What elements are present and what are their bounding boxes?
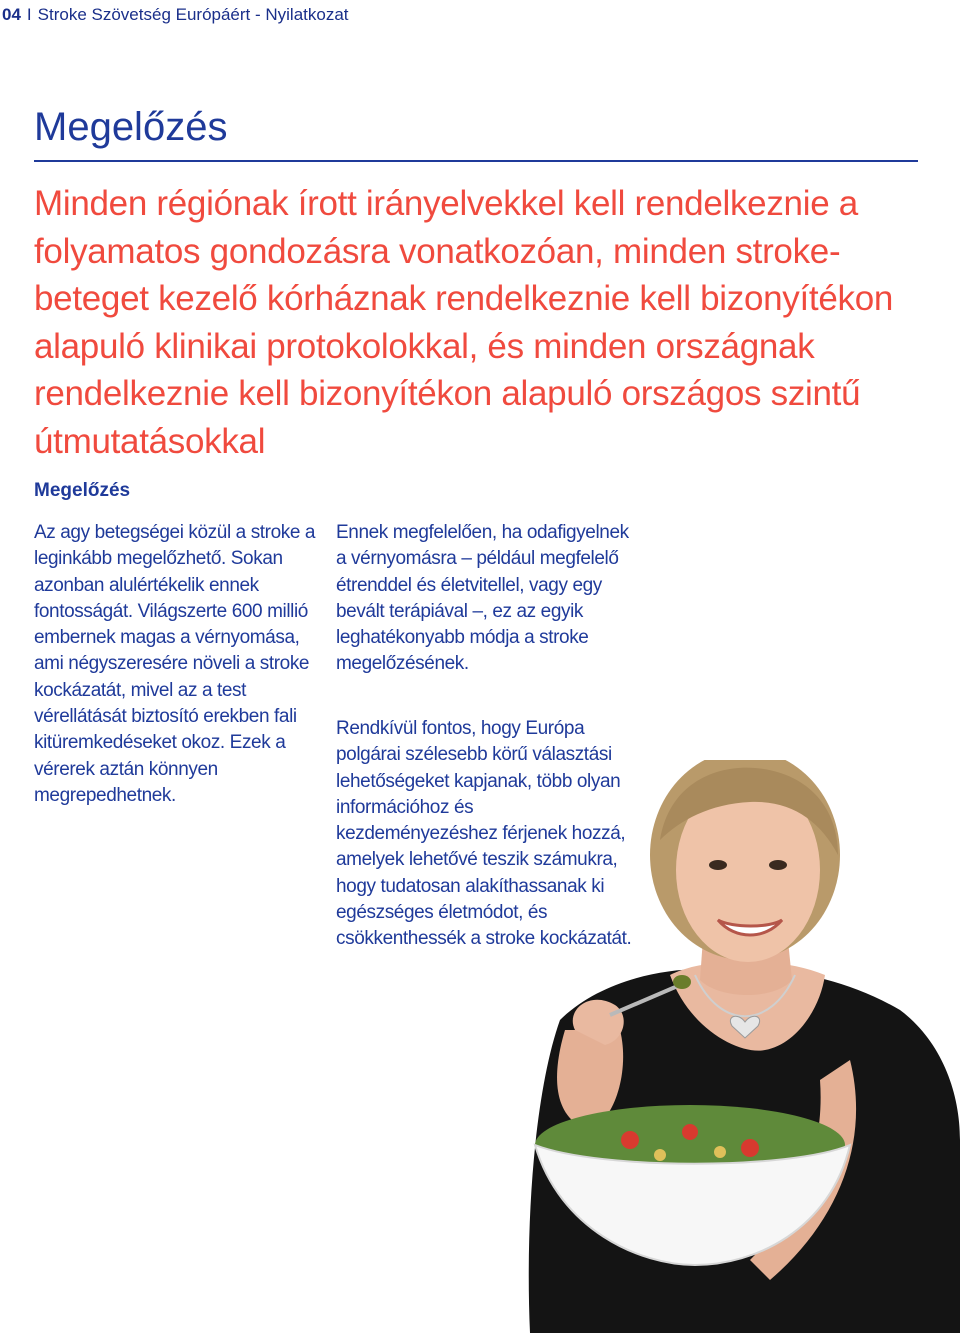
title-rule bbox=[34, 160, 918, 162]
page-number: 04 bbox=[2, 5, 21, 24]
subheading: Megelőzés bbox=[34, 480, 131, 501]
running-header-title: Stroke Szövetség Európáért - Nyilatkozat bbox=[37, 5, 349, 24]
fork-food bbox=[673, 975, 691, 989]
section-title: Megelőzés bbox=[34, 105, 228, 149]
body-left-paragraph: Az agy betegségei közül a stroke a leginkább megelőzhető. Sokan azonban alulértékelik ennek fontosságát. Világszerte 600 millió embernek magas a vérnyomása, ami négyszeresére növeli a stroke kockázatát, mivel az a test vérellátását biztosító erekben fali kitüremkedéseket okoz. Ezek a vérerek aztán könnyen megrepedhetnek. bbox=[34, 522, 316, 806]
right-eye bbox=[769, 860, 787, 870]
page-header bbox=[0, 0, 349, 30]
header-divider: I bbox=[26, 5, 32, 24]
body-right-paragraph-2: Rendkívül fontos, hogy Európa polgárai szélesebb körű választási lehetőségeket kapjanak, több olyan információhoz és kezdeményezéshez férjenek hozzá, amelyek lehetővé teszik számukra, hogy tudatosan alakíthassanak ki egészséges életmódot, és csökkenthessék a stroke kockázatát. bbox=[336, 718, 632, 950]
lead-statement: Minden régiónak írott irányelvekkel kell rendelkeznie a folyamatos gondozásra vonatkozóan, minden stroke-beteget kezelő kórháznak rendelkeznie kell bizonyítékon alapuló klinikai protokolokkal, és minden országnak rendelkeznie kell bizonyítékon alapuló országos szintű útmutatásokkal bbox=[34, 184, 894, 461]
woman-with-salad-photo bbox=[520, 760, 960, 1333]
left-eye bbox=[709, 860, 727, 870]
body-right-paragraph-1: Ennek megfelelően, ha odafigyelnek a vérnyomásra – például megfelelő étrenddel és életvitellel, vagy egy bevált terápiával –, ez az egyik leghatékonyabb módja a stroke megelőzésének. bbox=[336, 522, 629, 675]
